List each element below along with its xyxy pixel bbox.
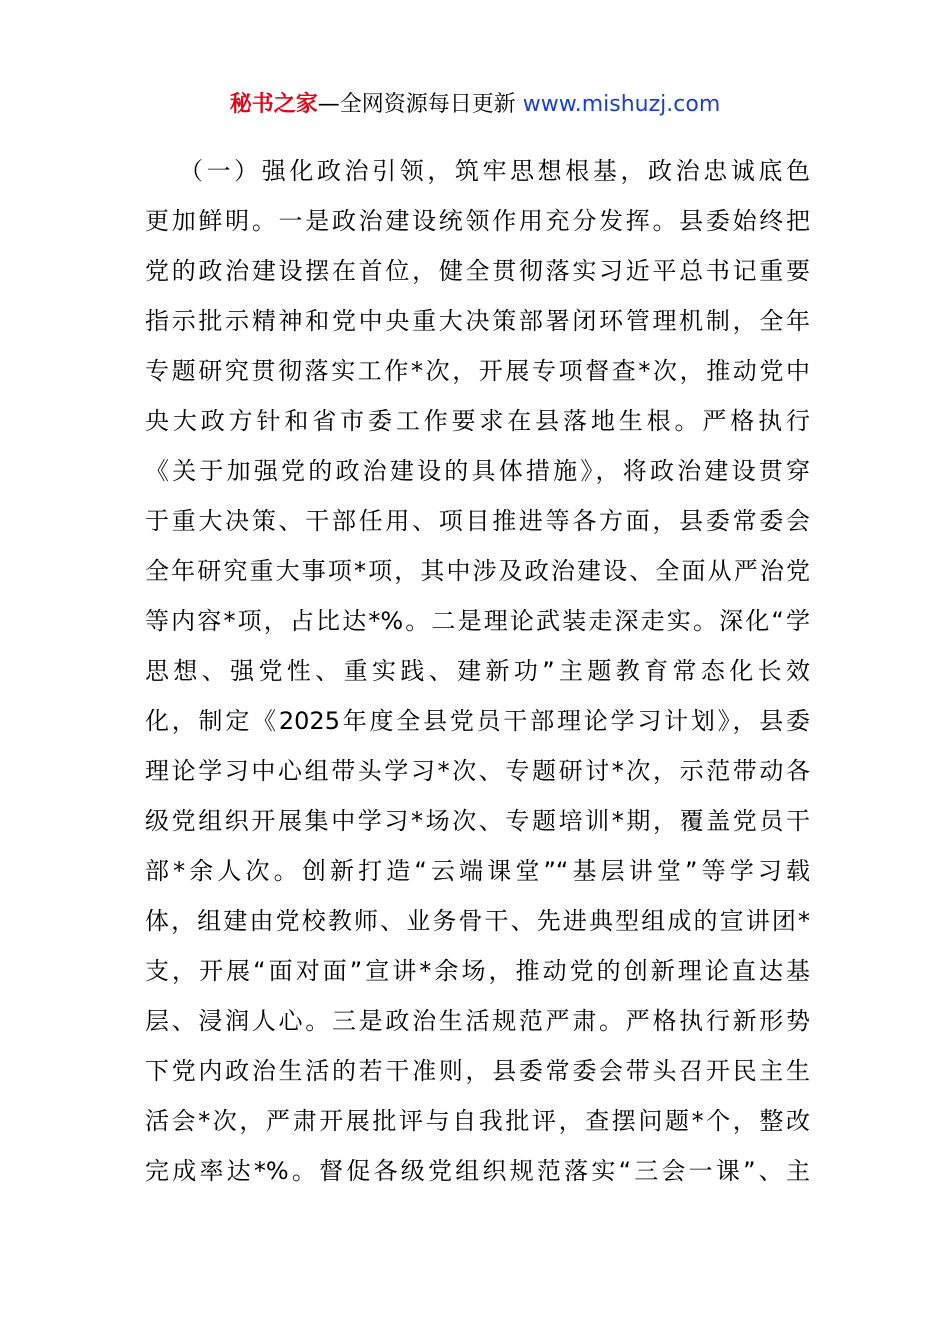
text-line: 思想、强党性、重实践、建新功”主题教育常态化长效	[145, 657, 810, 685]
brand-name: 秘书之家	[229, 92, 318, 117]
text-line: 活会*次，严肃开展批评与自我批评，查摆问题*个，整改	[145, 1107, 810, 1135]
text-line: 支，开展“面对面”宣讲*余场，推动党的创新理论直达基	[145, 957, 810, 985]
text-line: 等内容*项，占比达*%。二是理论武装走深走实。深化“学	[145, 607, 810, 635]
text-line: 于重大决策、干部任用、项目推进等各方面，县委常委会	[145, 507, 810, 535]
text-line: 党的政治建设摆在首位，健全贯彻落实习近平总书记重要	[145, 257, 810, 285]
document-body	[145, 146, 810, 1196]
text-line: 理论学习中心组带头学习*次、专题研讨*次，示范带动各	[145, 757, 810, 785]
text-line: 体，组建由党校教师、业务骨干、先进典型组成的宣讲团*	[145, 907, 810, 935]
text-line: 下党内政治生活的若干准则，县委常委会带头召开民主生	[145, 1057, 810, 1085]
text-line: 更加鲜明。一是政治建设统领作用充分发挥。县委始终把	[145, 207, 810, 235]
text-line: 全年研究重大事项*项，其中涉及政治建设、全面从严治党	[145, 557, 810, 585]
site-url: www.mishuzj.com	[522, 92, 721, 117]
header-tagline: —全网资源每日更新	[317, 92, 516, 117]
text-line: 级党组织开展集中学习*场次、专题培训*期，覆盖党员干	[145, 807, 810, 835]
site-header	[0, 88, 950, 122]
text-line: 《关于加强党的政治建设的具体措施》，将政治建设贯穿	[145, 457, 810, 485]
text-line: 部*余人次。创新打造“云端课堂”“基层讲堂”等学习载	[145, 857, 810, 885]
text-line: 央大政方针和省市委工作要求在县落地生根。严格执行	[145, 407, 810, 435]
text-line: 层、浸润人心。三是政治生活规范严肃。严格执行新形势	[145, 1007, 810, 1035]
text-line: 化，制定《2025年度全县党员干部理论学习计划》，县委	[145, 707, 810, 735]
text-line: （一）强化政治引领，筑牢思想根基，政治忠诚底色	[179, 157, 810, 185]
text-line: 完成率达*%。督促各级党组织规范落实“三会一课”、主	[145, 1157, 810, 1185]
text-line: 专题研究贯彻落实工作*次，开展专项督查*次，推动党中	[145, 357, 810, 385]
text-line: 指示批示精神和党中央重大决策部署闭环管理机制，全年	[145, 307, 810, 335]
